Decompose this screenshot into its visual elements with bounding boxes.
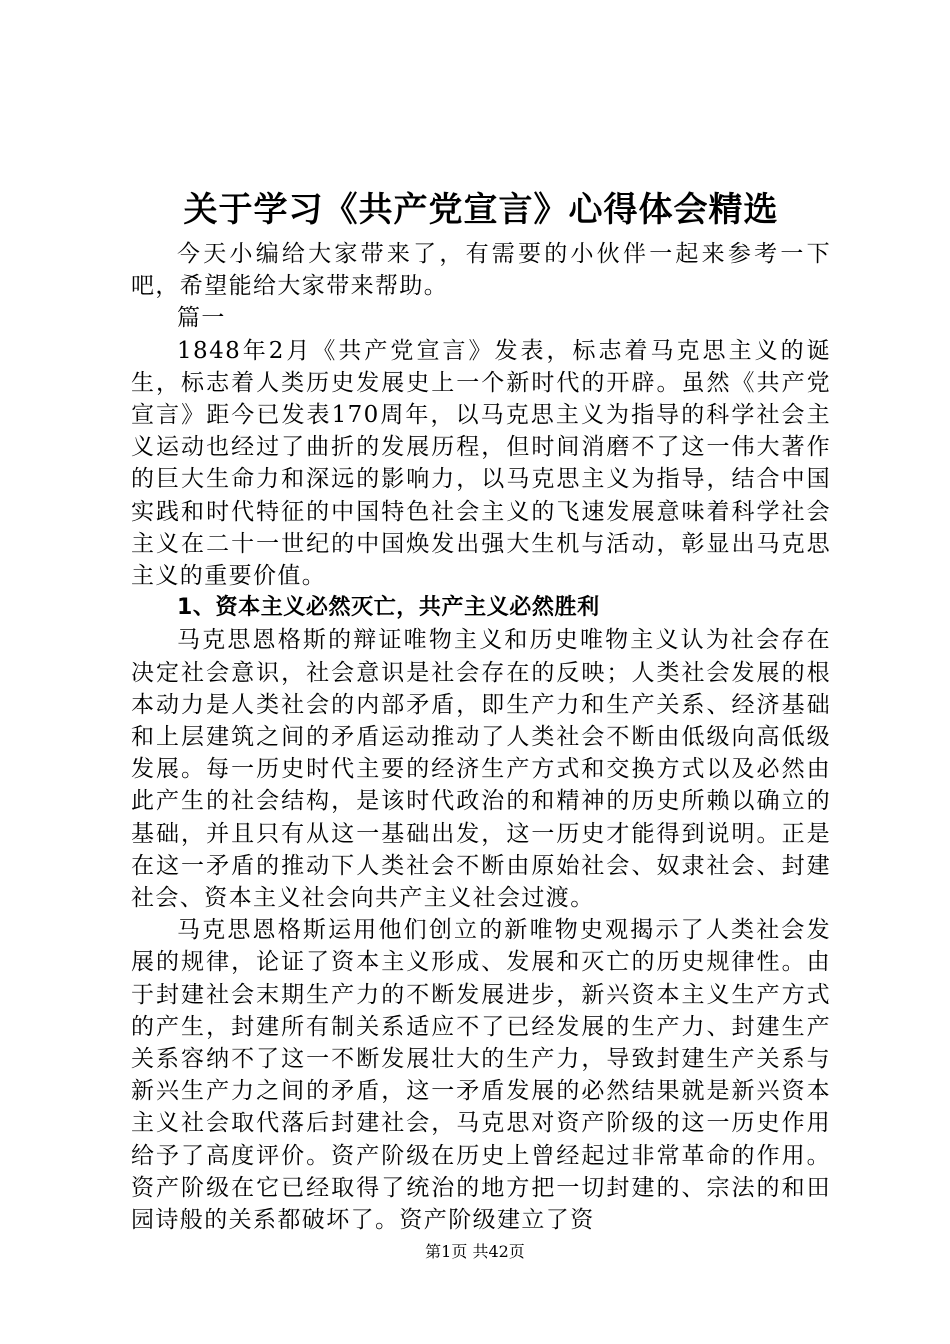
page-footer: 第1页 共42页 (425, 1242, 525, 1261)
intro-paragraph: 今天小编给大家带来了，有需要的小伙伴一起来参考一下吧，希望能给大家带来帮助。 (131, 241, 831, 300)
body-paragraph: 1848年2月《共产党宣言》发表，标志着马克思主义的诞生，标志着人类历史发展史上一个新时代的开辟。虽然《共产党宣言》距今已发表170周年，以马克思主义为指导的科学社会主义运动也经过了曲折的发展历程，但时间消磨不了这一伟大著作的巨大生命力和深远的影响力，以马克思主义为指导，结合中国实践和时代特征的中国特色社会主义的飞速发展意味着科学社会主义在二十一世纪的中国焕发出强大生机与活动，彰显出马克思主义的重要价值。 (131, 337, 831, 590)
body-paragraph: 马克思恩格斯的辩证唯物主义和历史唯物主义认为社会存在决定社会意识，社会意识是社会存在的反映；人类社会发展的根本动力是人类社会的内部矛盾，即生产力和生产关系、经济基础和上层建筑之间的矛盾运动推动了人类社会不断由低级向高低级发展。每一历史时代主要的经济生产方式和交换方式以及必然由此产生的社会结构，是该时代政治的和精神的历史所赖以确立的基础，并且只有从这一基础出发，这一历史才能得到说明。正是在这一矛盾的推动下人类社会不断由原始社会、奴隶社会、封建社会、资本主义社会向共产主义社会过渡。 (131, 627, 831, 912)
section-heading: 1、资本主义必然灭亡，共产主义必然胜利 (177, 595, 600, 621)
body-paragraph: 马克思恩格斯运用他们创立的新唯物史观揭示了人类社会发展的规律，论证了资本主义形成、发展和灭亡的历史规律性。由于封建社会末期生产力的不断发展进步，新兴资本主义生产方式的产生，封建所有制关系适应不了已经发展的生产力、封建生产关系容纳不了这一不断发展壮大的生产力，导致封建生产关系与新兴生产力之间的矛盾，这一矛盾发展的必然结果就是新兴资本主义社会取代落后封建社会，马克思对资产阶级的这一历史作用给予了高度评价。资产阶级在历史上曾经起过非常革命的作用。资产阶级在它已经取得了统治的地方把一切封建的、宗法的和田园诗般的关系都破坏了。资产阶级建立了资 (131, 917, 831, 1234)
page-title: 关于学习《共产党宣言》心得体会精选 (183, 190, 779, 230)
section-label: 篇一 (177, 305, 226, 332)
document-body (131, 186, 831, 1236)
